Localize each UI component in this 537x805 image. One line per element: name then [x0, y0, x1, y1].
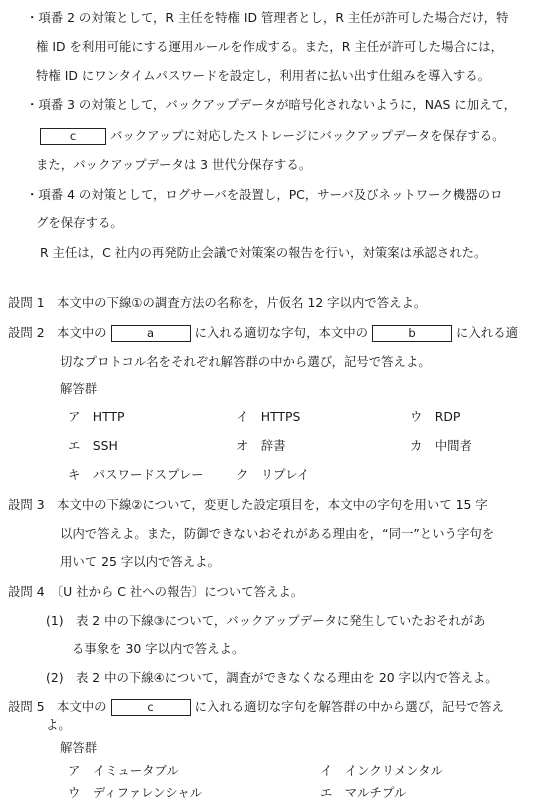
question-4-sub1-line-2: る事象を 30 字以内で答えよ。	[72, 641, 245, 656]
bullet-3-line-2: グを保存する。	[36, 215, 123, 230]
answer-box-b: b	[372, 325, 452, 342]
question-5-line-2: よ。	[46, 717, 71, 732]
bullet-3-line-1: ・項番 4 の対策として，ログサーバを設置し，PC，サーバ及びネットワーク機器のロ	[26, 187, 503, 202]
q2-option-o: オ 辞書	[236, 438, 286, 453]
q2-option-ku: ク リプレイ	[236, 467, 310, 482]
bullet-2-line-2-text: バックアップに対応したストレージにバックアップデータを保存する。	[110, 128, 505, 143]
question-4-title: 設問 4 〔U 社から C 社への報告〕について答えよ。	[8, 584, 304, 599]
question-1: 設問 1 本文中の下線①の調査方法の名称を，片仮名 12 字以内で答えよ。	[8, 295, 427, 310]
bullet-2-line-1: ・項番 3 の対策として，バックアップデータが暗号化されないように，NAS に加えて，	[26, 97, 517, 112]
question-5-prefix: 設問 5 本文中の	[8, 699, 107, 714]
question-2-suffix: に入れる適	[456, 325, 518, 340]
question-2-line-1	[8, 324, 518, 342]
answer-box-a: a	[111, 325, 191, 342]
q2-option-ki: キ パスワードスプレー	[68, 467, 204, 482]
bullet-1-line-3: 特権 ID にワンタイムパスワードを設定し，利用者に払い出す仕組みを導入する。	[36, 68, 490, 83]
answer-box-c-q5: c	[111, 699, 191, 716]
bullet-1-line-2: 権 ID を利用可能にする運用ルールを作成する。また，R 主任が許可した場合には，	[36, 39, 504, 54]
question-2-prefix: 設問 2 本文中の	[8, 325, 107, 340]
bullet-2-line-3: また，バックアップデータは 3 世代分保存する。	[36, 157, 312, 172]
q5-option-e: エ マルチプル	[320, 785, 407, 800]
bullet-1-line-1: ・項番 2 の対策として，R 主任を特権 ID 管理者とし，R 主任が許可した場合だけ，特	[26, 10, 509, 25]
question-4-sub1-line-1: (1) 表 2 中の下線③について，バックアップデータに発生していたおそれがあ	[46, 613, 486, 628]
q2-option-a: ア HTTP	[68, 409, 125, 424]
question-3-line-2: 以内で答えよ。また，防御できないおそれがある理由を，“同一”という字句を	[60, 526, 495, 541]
q5-option-i: イ インクリメンタル	[320, 763, 443, 778]
answer-box-c: c	[40, 128, 106, 145]
q5-option-a: ア イミュータブル	[68, 763, 179, 778]
summary-text: R 主任は，C 社内の再発防止会議で対策案の報告を行い，対策案は承認された。	[40, 245, 487, 260]
question-3-line-3: 用いて 25 字以内で答えよ。	[60, 554, 220, 569]
question-5-line-1	[8, 698, 504, 716]
question-3-line-1: 設問 3 本文中の下線②について，変更した設定項目を，本文中の字句を用いて 15 字	[8, 497, 488, 512]
question-5-answer-label: 解答群	[60, 740, 98, 755]
q2-option-i: イ HTTPS	[236, 409, 301, 424]
question-2-mid: に入れる適切な字句，本文中の	[194, 325, 369, 340]
question-5-suffix: に入れる適切な字句を解答群の中から選び，記号で答え	[194, 699, 504, 714]
bullet-2-line-2	[36, 127, 505, 145]
question-4-sub2: (2) 表 2 中の下線④について，調査ができなくなる理由を 20 字以内で答えよ。	[46, 670, 498, 685]
q2-option-u: ウ RDP	[410, 409, 461, 424]
q2-option-e: エ SSH	[68, 438, 118, 453]
q5-option-u: ウ ディファレンシャル	[68, 785, 203, 800]
q2-option-ka: カ 中間者	[410, 438, 472, 453]
question-2-answer-label: 解答群	[60, 381, 98, 396]
question-2-line-2: 切なプロトコル名をそれぞれ解答群の中から選び，記号で答えよ。	[60, 354, 431, 369]
